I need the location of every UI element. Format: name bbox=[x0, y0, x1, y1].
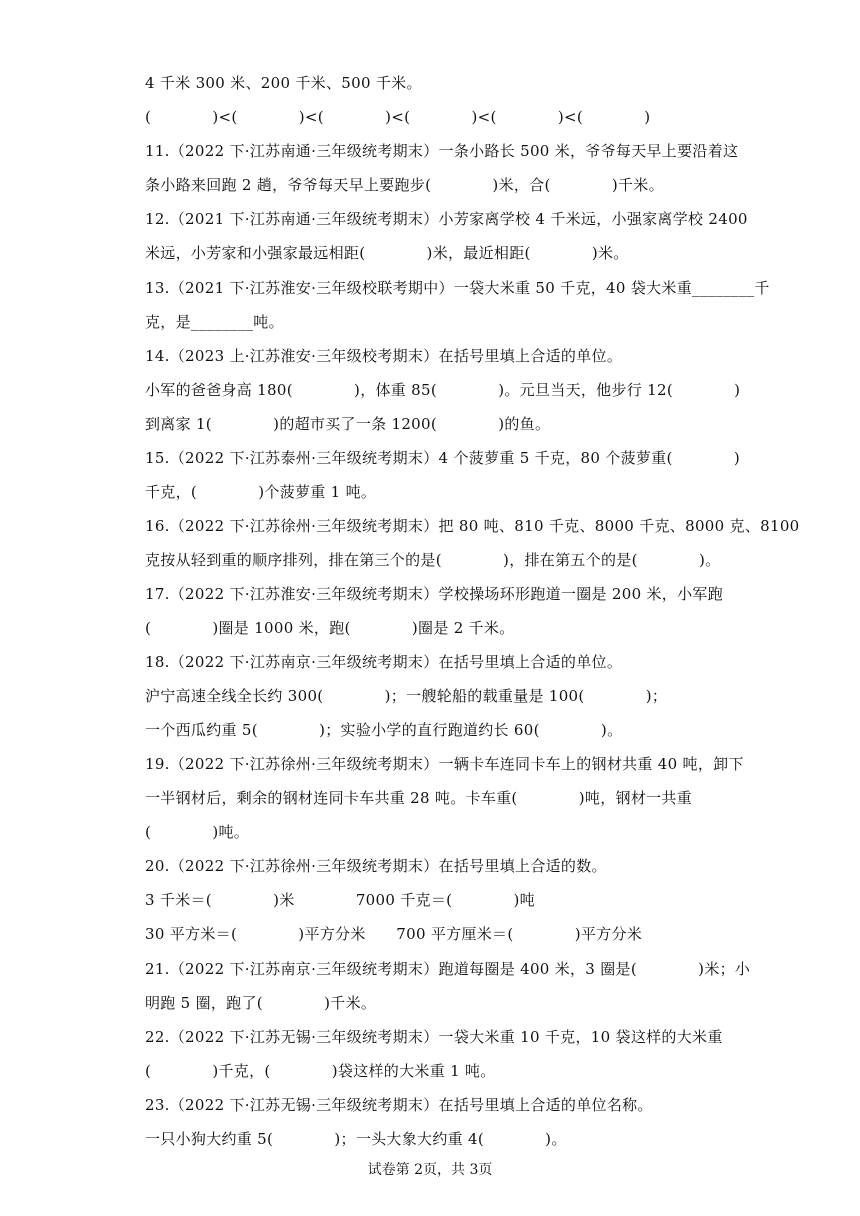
text-line: 条小路来回跑 2 趟，爷爷每天早上要跑步( )米，合( )千米。 bbox=[145, 176, 664, 194]
text-line: 22.（2022 下·江苏无锡·三年级统考期末）一袋大米重 10 千克，10 袋这样的大米重 bbox=[145, 1028, 723, 1046]
text-line: 克按从轻到重的顺序排列，排在第三个的是( )，排在第五个的是( )。 bbox=[145, 551, 721, 569]
text-line: 16.（2022 下·江苏徐州·三年级统考期末）把 80 吨、810 千克、8000 千克、8000 克、8100 bbox=[145, 517, 800, 535]
page-footer: 试卷第 2页，共 3页 bbox=[367, 1162, 493, 1178]
text-line: ( )圈是 1000 米，跑( )圈是 2 千米。 bbox=[145, 619, 515, 637]
text-line: 13.（2021 下·江苏淮安·三年级校联考期中）一袋大米重 50 千克，40 袋大米重________千 bbox=[145, 279, 770, 297]
text-line: 20.（2022 下·江苏徐州·三年级统考期末）在括号里填上合适的数。 bbox=[145, 857, 607, 875]
text-line: 小军的爸爸身高 180( )，体重 85( )。元旦当天，他步行 12( ) bbox=[145, 381, 741, 399]
text-line: 11.（2022 下·江苏南通·三年级统考期末）一条小路长 500 米，爷爷每天早上要沿着这 bbox=[145, 142, 739, 160]
text-line: 明跑 5 圈，跑了( )千米。 bbox=[145, 994, 377, 1012]
text-line: 19.（2022 下·江苏徐州·三年级统考期末）一辆卡车连同卡车上的钢材共重 40 吨，卸下 bbox=[145, 755, 744, 773]
text-line: ( )吨。 bbox=[145, 823, 250, 841]
text-line: 一半钢材后，剩余的钢材连同卡车共重 28 吨。卡车重( )吨，钢材一共重 bbox=[145, 789, 693, 807]
text-line: 千克，( )个菠萝重 1 吨。 bbox=[145, 483, 377, 501]
text-line: 30 平方米＝( )平方分米 700 平方厘米＝( )平方分米 bbox=[145, 925, 643, 943]
text-line: 一个西瓜约重 5( )；实验小学的直行跑道约长 60( )。 bbox=[145, 721, 623, 739]
text-line: 4 千米 300 米、200 千米、500 千米。 bbox=[145, 74, 422, 92]
text-line: 到离家 1( )的超市买了一条 1200( )的鱼。 bbox=[145, 415, 551, 433]
text-line: ( )千克，( )袋这样的大米重 1 吨。 bbox=[145, 1062, 496, 1080]
text-line: 17.（2022 下·江苏淮安·三年级统考期末）学校操场环形跑道一圈是 200 米，小军跑 bbox=[145, 585, 724, 603]
text-line: 12.（2021 下·江苏南通·三年级统考期末）小芳家离学校 4 千米远，小强家离学校 2400 bbox=[145, 210, 748, 228]
text-line: 一只小狗大约重 5( )；一头大象大约重 4( )。 bbox=[145, 1130, 567, 1148]
text-line: 18.（2022 下·江苏南京·三年级统考期末）在括号里填上合适的单位。 bbox=[145, 653, 623, 671]
text-line: 3 千米＝( )米 7000 千克＝( )吨 bbox=[145, 891, 535, 909]
text-line: 克，是________吨。 bbox=[145, 313, 284, 331]
text-line: 21.（2022 下·江苏南京·三年级统考期末）跑道每圈是 400 米，3 圈是( )米；小 bbox=[145, 960, 751, 978]
text-line: 14.（2023 上·江苏淮安·三年级校考期末）在括号里填上合适的单位。 bbox=[145, 347, 623, 365]
text-line: 沪宁高速全线全长约 300( )；一艘轮船的载重量是 100( )； bbox=[145, 687, 668, 705]
text-line: ( )<( )<( )<( )<( )<( ) bbox=[145, 108, 651, 126]
text-line: 23.（2022 下·江苏无锡·三年级统考期末）在括号里填上合适的单位名称。 bbox=[145, 1096, 653, 1114]
text-line: 米远，小芳家和小强家最远相距( )米，最近相距( )米。 bbox=[145, 244, 629, 262]
text-line: 15.（2022 下·江苏泰州·三年级统考期末）4 个菠萝重 5 千克，80 个菠萝重( ) bbox=[145, 449, 740, 467]
